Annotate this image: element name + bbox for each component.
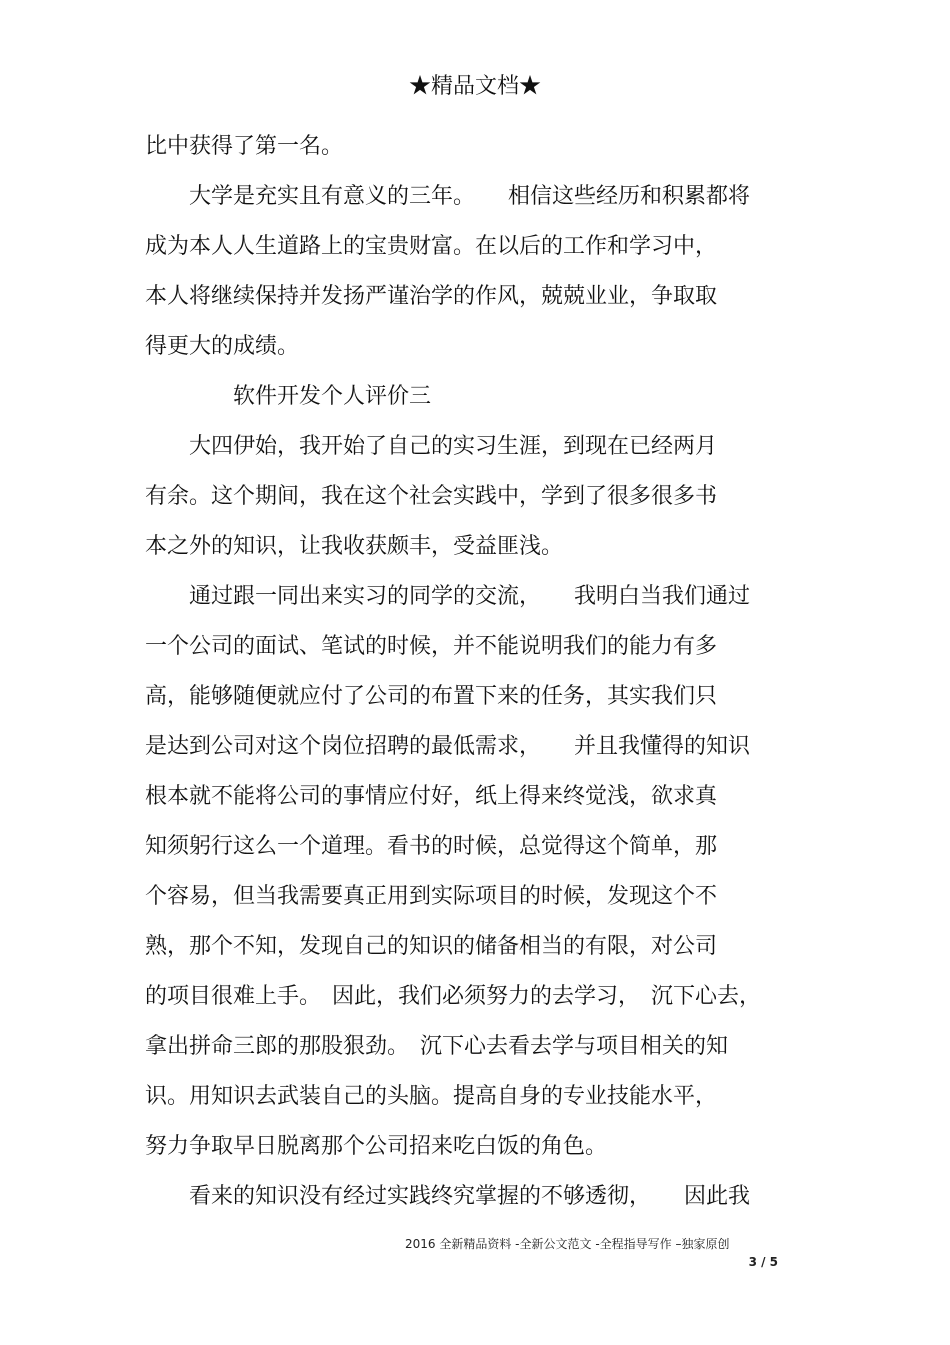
text-line: 有余。这个期间，我在这个社会实践中，学到了很多很多书 bbox=[145, 484, 718, 509]
text-line: 识。用知识去武装自己的头脑。提高自身的专业技能水平， bbox=[145, 1084, 718, 1109]
text-line: 大学是充实且有意义的三年。 相信这些经历和积累都将 bbox=[145, 184, 751, 209]
text-line: 的项目很难上手。 因此，我们必须努力的去学习， 沉下心去， bbox=[145, 984, 762, 1009]
text-line: 努力争取早日脱离那个公司招来吃白饭的角色。 bbox=[145, 1134, 608, 1159]
text-line: 成为本人人生道路上的宝贵财富。在以后的工作和学习中， bbox=[145, 234, 718, 259]
text-line: 本之外的知识，让我收获颇丰，受益匪浅。 bbox=[145, 534, 564, 559]
footer-note: 2016 全新精品资料 -全新公文范文 -全程指导写作 –独家原创 bbox=[405, 1237, 730, 1251]
header-title: ★精品文档★ bbox=[408, 74, 541, 99]
text-line: 拿出拼命三郎的那股狠劲。 沉下心去看去学与项目相关的知 bbox=[145, 1034, 729, 1059]
document-header bbox=[0, 72, 950, 102]
text-line: 本人将继续保持并发扬严谨治学的作风，兢兢业业，争取取 bbox=[145, 284, 718, 309]
text-line: 熟，那个不知，发现自己的知识的储备相当的有限，对公司 bbox=[145, 934, 718, 959]
text-line: 个容易，但当我需要真正用到实际项目的时候，发现这个不 bbox=[145, 884, 718, 909]
text-line: 根本就不能将公司的事情应付好，纸上得来终觉浅，欲求真 bbox=[145, 784, 718, 809]
text-line: 通过跟一同出来实习的同学的交流， 我明白当我们通过 bbox=[145, 584, 751, 609]
text-line: 高，能够随便就应付了公司的布置下来的任务，其实我们只 bbox=[145, 684, 718, 709]
text-line: 一个公司的面试、笔试的时候，并不能说明我们的能力有多 bbox=[145, 634, 718, 659]
text-line: 看来的知识没有经过实践终究掌握的不够透彻， 因此我 bbox=[145, 1184, 751, 1209]
page-number: 3 / 5 bbox=[748, 1255, 778, 1269]
text-line: 得更大的成绩。 bbox=[145, 334, 300, 359]
text-line: 比中获得了第一名。 bbox=[145, 134, 344, 159]
text-line: 知须躬行这么一个道理。看书的时候，总觉得这个简单，那 bbox=[145, 834, 718, 859]
text-line: 是达到公司对这个岗位招聘的最低需求， 并且我懂得的知识 bbox=[145, 734, 751, 759]
section-heading: 软件开发个人评价三 bbox=[145, 384, 432, 409]
text-line: 大四伊始，我开始了自己的实习生涯，到现在已经两月 bbox=[145, 434, 718, 459]
